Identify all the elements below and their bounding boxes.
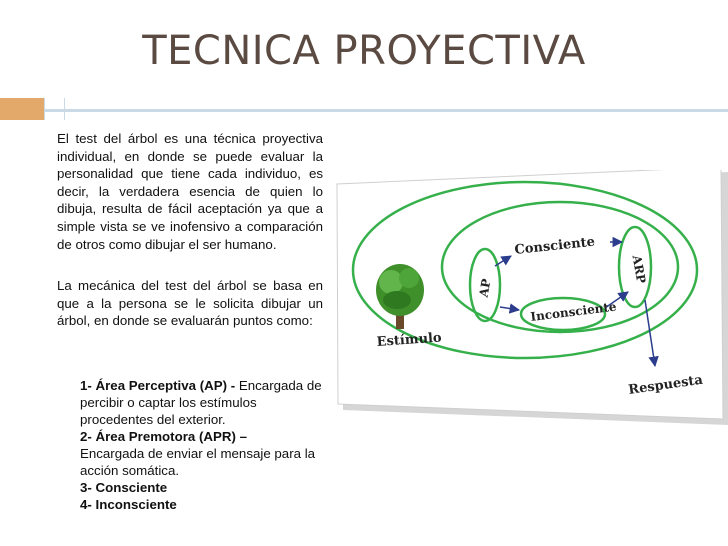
rule-tick xyxy=(44,98,55,120)
list-item xyxy=(80,496,330,513)
list-item-title: 2- Área Premotora (APR) – xyxy=(80,429,247,444)
label-ap: AP xyxy=(476,277,494,299)
areas-list xyxy=(80,377,330,513)
intro-paragraph: El test del árbol es una técnica proyectiva individual, en donde se puede evaluar la personalidad que tiene cada individuo, es decir, la verdadera esencia de quien lo dibuja, resulta de fácil aceptación ya que a simple vista se ve inofensivo a comparación de otros como dibujar el ser humano. xyxy=(57,131,323,252)
accent-square xyxy=(0,98,44,120)
header-rule xyxy=(44,109,728,112)
slide-title: TECNICA PROYECTIVA xyxy=(142,28,586,74)
list-item-title: 4- Inconsciente xyxy=(80,497,177,512)
list-item-title: 3- Consciente xyxy=(80,480,168,495)
label-respuesta: Respuesta xyxy=(627,372,704,398)
list-item-title: 1- Área Perceptiva (AP) - xyxy=(80,378,239,393)
list-item-text: Encargada de percibir o captar los estímulos procedentes del exterior. xyxy=(80,378,322,427)
tree-test-diagram xyxy=(335,170,728,440)
list-item-text: Encargada de enviar el mensaje para la acción somática. xyxy=(80,446,316,478)
label-consciente: Consciente xyxy=(513,234,596,258)
list-item xyxy=(80,377,330,428)
list-item xyxy=(80,428,330,445)
label-estimulo: Estímulo xyxy=(376,330,443,350)
label-arp: ARP xyxy=(629,254,649,285)
label-inconsciente: Inconsciente xyxy=(529,299,618,324)
mechanics-paragraph: La mecánica del test del árbol se basa en que a la persona se le solicita dibujar un árbol, en donde se evaluarán puntos como: xyxy=(57,278,323,329)
rule-tick xyxy=(64,98,75,120)
list-item xyxy=(80,479,330,496)
